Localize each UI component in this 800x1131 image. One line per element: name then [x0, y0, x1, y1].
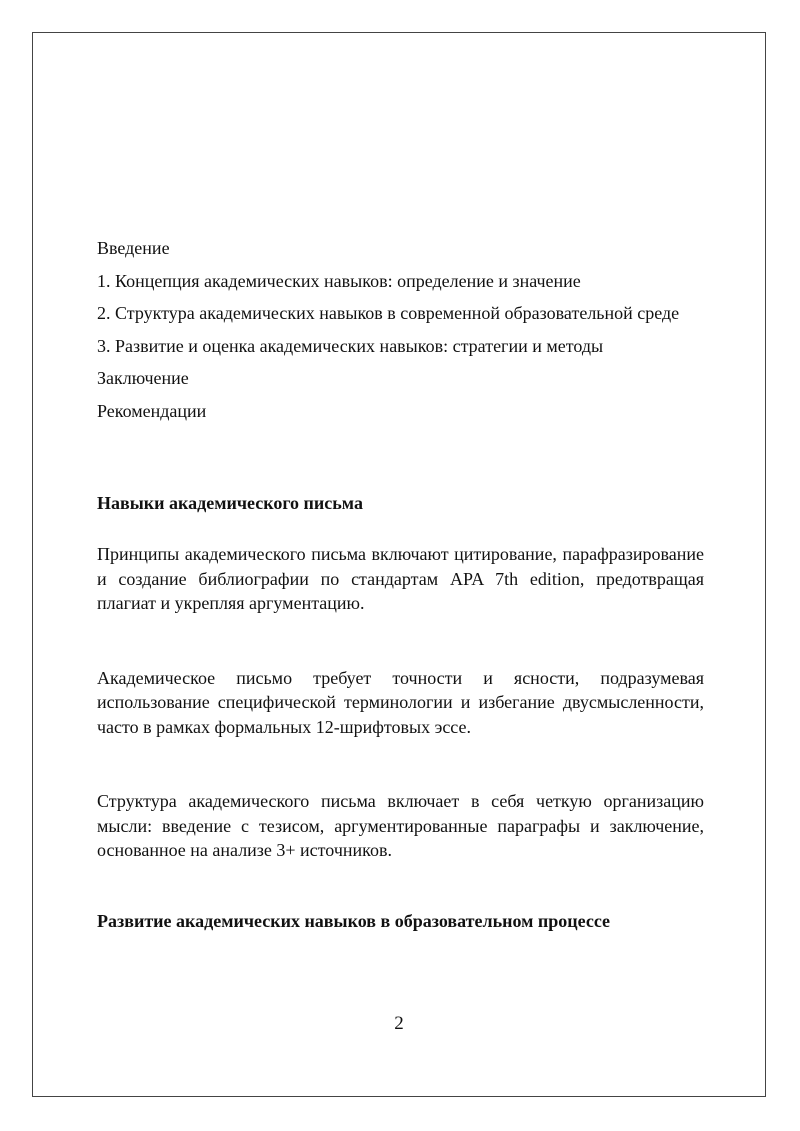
toc-item-chapter-2: 2. Структура академических навыков в современной образовательной среде — [97, 303, 680, 323]
toc-item-introduction: Введение — [97, 238, 170, 258]
paragraph-writing-principles: Принципы академического письма включают цитирование, парафразирование и создание библиографии по стандартам APA 7th edition, предотвращая плагиат и укрепляя аргументацию. — [97, 544, 704, 613]
paragraph-writing-precision: Академическое письмо требует точности и ясности, подразумевая использование специфической терминологии и избегание двусмысленности, часто в рамках формальных 12-шрифтовых эссе. — [97, 667, 704, 737]
section-heading-skills-development: Развитие академических навыков в образовательном процессе — [97, 910, 611, 931]
toc-item-recommendations: Рекомендации — [97, 400, 207, 421]
section-heading-writing-skills: Навыки академического письма — [97, 493, 363, 513]
toc-item-chapter-3: 3. Развитие и оценка академических навыков: стратегии и методы — [97, 335, 604, 356]
page-number: 2 — [394, 1013, 404, 1034]
page-content — [97, 232, 704, 933]
toc-item-chapter-1: 1. Концепция академических навыков: определение и значение — [97, 270, 581, 291]
table-of-contents — [97, 232, 704, 427]
document-page — [32, 32, 766, 1097]
paragraph-writing-structure: Структура академического письма включает в себя четкую организацию мысли: введение с тезисом, аргументированные параграфы и заключение, основанное на анализе 3+ источников. — [97, 791, 704, 860]
toc-item-conclusion: Заключение — [97, 368, 189, 388]
